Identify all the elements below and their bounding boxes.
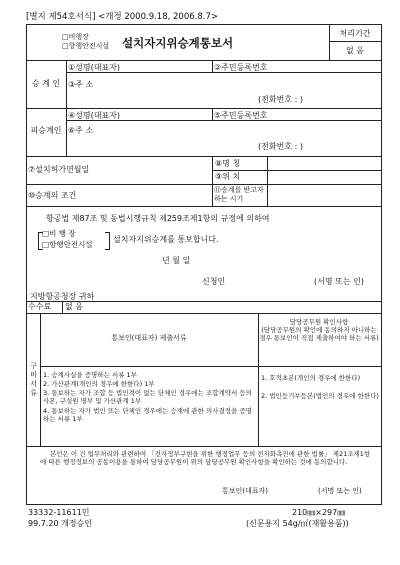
successor-name-label: ①성명(대표자): [68, 63, 121, 72]
transferor-name-label: ④성명(대표자): [68, 111, 121, 120]
official-check-title: 담당공무원 확인사항 (담당공무원의 확인에 동의하지 아니하는 경우 통보인이 직접 제출하여야 하는 서류): [259, 318, 379, 342]
paper-size: 210㎜×297㎜: [292, 508, 346, 517]
form-code: 33332-11611민: [28, 508, 90, 517]
transferor-section-label: 피승계인: [30, 126, 62, 135]
applicant-label: 신청인: [202, 277, 226, 286]
facility-location-label: ⑨위 치: [215, 172, 241, 181]
submitter-doc-item: 1. 승계사실을 증명하는 서류 1부: [43, 371, 137, 379]
successor-section-label: 승 계 인: [31, 79, 61, 88]
notification-text: 설치자지위승계를 통보합니다.: [113, 235, 219, 244]
statement-option-navaid: □항행안전시설: [42, 240, 93, 249]
statement-date: 년 월 일: [162, 256, 191, 265]
paper-spec: (신문용지 54g/㎡(재활용품)): [246, 519, 349, 528]
successor-phone-label: (전화번호 : ): [258, 95, 303, 104]
succession-condition-label: ⑩승계의 조건: [28, 191, 77, 200]
consent-text: 본인은 이 건 업무처리와 관련하여 「전자정부구현을 위한 행정업무 등의 전자화촉진에 관한 법률」 제21조제1항에 따른 행정정보의 공동이용을 통하여 담당공무원이 위의 담당공무원 확인사항을 확인하는 것에 동의합니다.: [40, 450, 371, 466]
fee-label: 수수료: [28, 302, 52, 311]
option-airport: □비행장: [62, 33, 89, 41]
official-check-item: 1. 호적초본(개인의 경우에 한한다): [261, 374, 361, 382]
approval-date: 99.7.20 개정승인: [28, 519, 92, 528]
transferor-address-label: ⑥주 소: [68, 126, 94, 135]
submitter-doc-item: 3. 통보하는 자가 조합 등 법인격이 없는 단체인 경우에는 조합계약서 등의 사본, 구성원 명부 및 가산관계 1부: [43, 389, 252, 405]
transferor-rrn-label: ⑤주민등록번호: [214, 111, 268, 120]
option-navaid: □항행안전시설: [62, 42, 110, 50]
form-number: [별지 제54호서식] <개정 2000.9.18, 2006.8.7>: [26, 12, 219, 22]
legal-basis-text: 항공법 제87조 및 동법시행규칙 제259조제1항의 규정에 의하여: [46, 214, 270, 223]
transferor-phone-label: (전화번호 : ): [258, 142, 303, 151]
successor-rrn-label: ②주민등록번호: [214, 63, 268, 72]
submitter-doc-item: 2. 가산관계(개인의 경우에 한한다) 1부: [43, 380, 155, 388]
documents-side-label: 구비서류: [30, 362, 37, 397]
form-frame: [26, 24, 382, 505]
consent-sign-label: (서명 또는 인): [318, 487, 362, 495]
processing-period-value: 없 음: [346, 46, 364, 55]
facility-name-label: ⑧명 칭: [215, 159, 241, 168]
submitter-docs-title: 통보인(대표자) 제출서류: [111, 334, 187, 342]
succession-time-label: ⑪승계를 받고자 하는 시기: [214, 186, 264, 203]
form-title: 설치자지위승계통보서: [122, 36, 234, 50]
processing-period-label: 처리기간: [339, 29, 371, 38]
statement-option-airport: □비 행 장: [42, 229, 76, 238]
successor-address-label: ③주 소: [68, 80, 94, 89]
official-check-item: 2. 법인등기부등본(법인의 경우에 한한다): [261, 392, 379, 400]
submitter-doc-item: 4. 통보하는 자가 법인 또는 단체인 경우에는 승계에 관한 의사결정을 증명하는 서류 1부: [43, 407, 252, 423]
addressee: 지방항공청장 귀하: [30, 292, 95, 301]
permit-date-label: ⑦설치허가연월일: [28, 165, 90, 174]
consent-signer-label: 통보인(대표자): [222, 487, 269, 495]
fee-value: 없 음: [65, 302, 83, 311]
applicant-sign-label: (서명 또는 인): [314, 277, 364, 286]
